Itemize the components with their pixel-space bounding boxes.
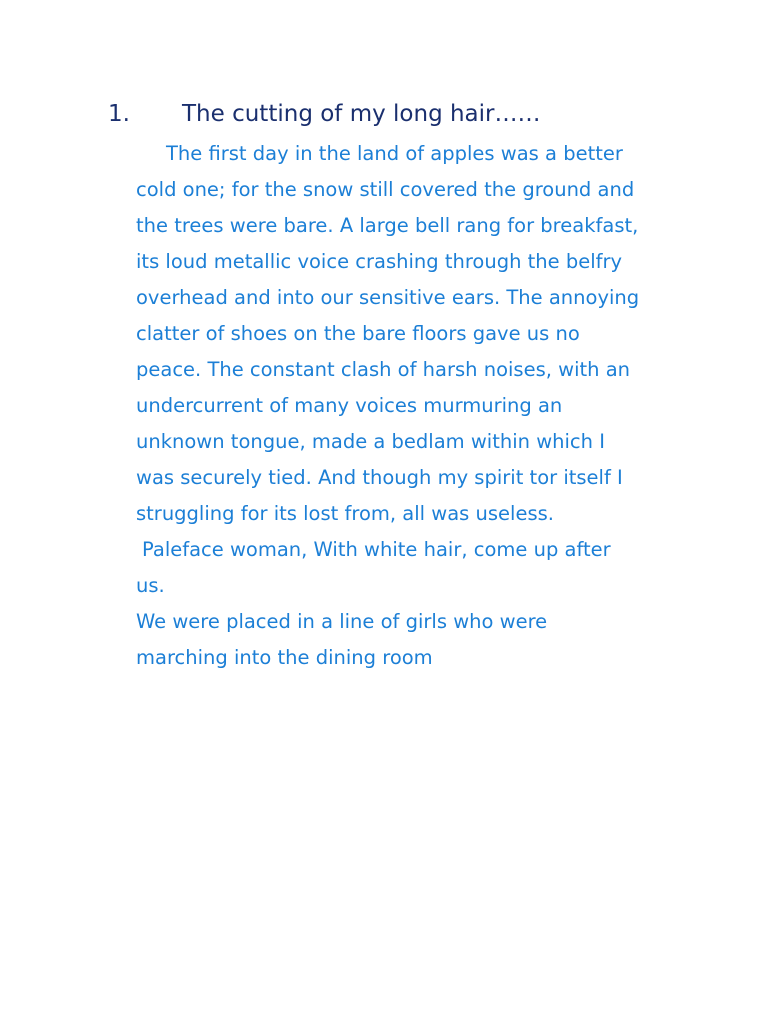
text-line: We were placed in a line of girls who were xyxy=(136,610,548,633)
text-line: Paleface woman, With white hair, come up after xyxy=(142,538,611,561)
text-line: us. xyxy=(136,574,165,597)
text-line: cold one; for the snow still covered the ground and xyxy=(136,178,635,201)
text-line: marching into the dining room xyxy=(136,646,433,669)
text-line: unknown tongue, made a bedlam within which I xyxy=(136,430,605,453)
text-line: was securely tied. And though my spirit tor itself I xyxy=(136,466,623,489)
section-heading xyxy=(108,94,541,134)
text-line: overhead and into our sensitive ears. The annoying xyxy=(136,286,640,309)
text-line: struggling for its lost from, all was useless. xyxy=(136,502,554,525)
text-line: peace. The constant clash of harsh noises, with an xyxy=(136,358,631,381)
text-line: undercurrent of many voices murmuring an xyxy=(136,394,563,417)
text-line: the trees were bare. A large bell rang for breakfast, xyxy=(136,214,639,237)
text-line: its loud metallic voice crashing through the belfry xyxy=(136,250,623,273)
text-line: clatter of shoes on the bare floors gave us no xyxy=(136,322,580,345)
section-title: The cutting of my long hair…… xyxy=(182,101,541,127)
body-paragraph xyxy=(136,136,676,676)
section-number: 1. xyxy=(108,101,130,127)
text-line: The first day in the land of apples was a better xyxy=(166,142,623,165)
